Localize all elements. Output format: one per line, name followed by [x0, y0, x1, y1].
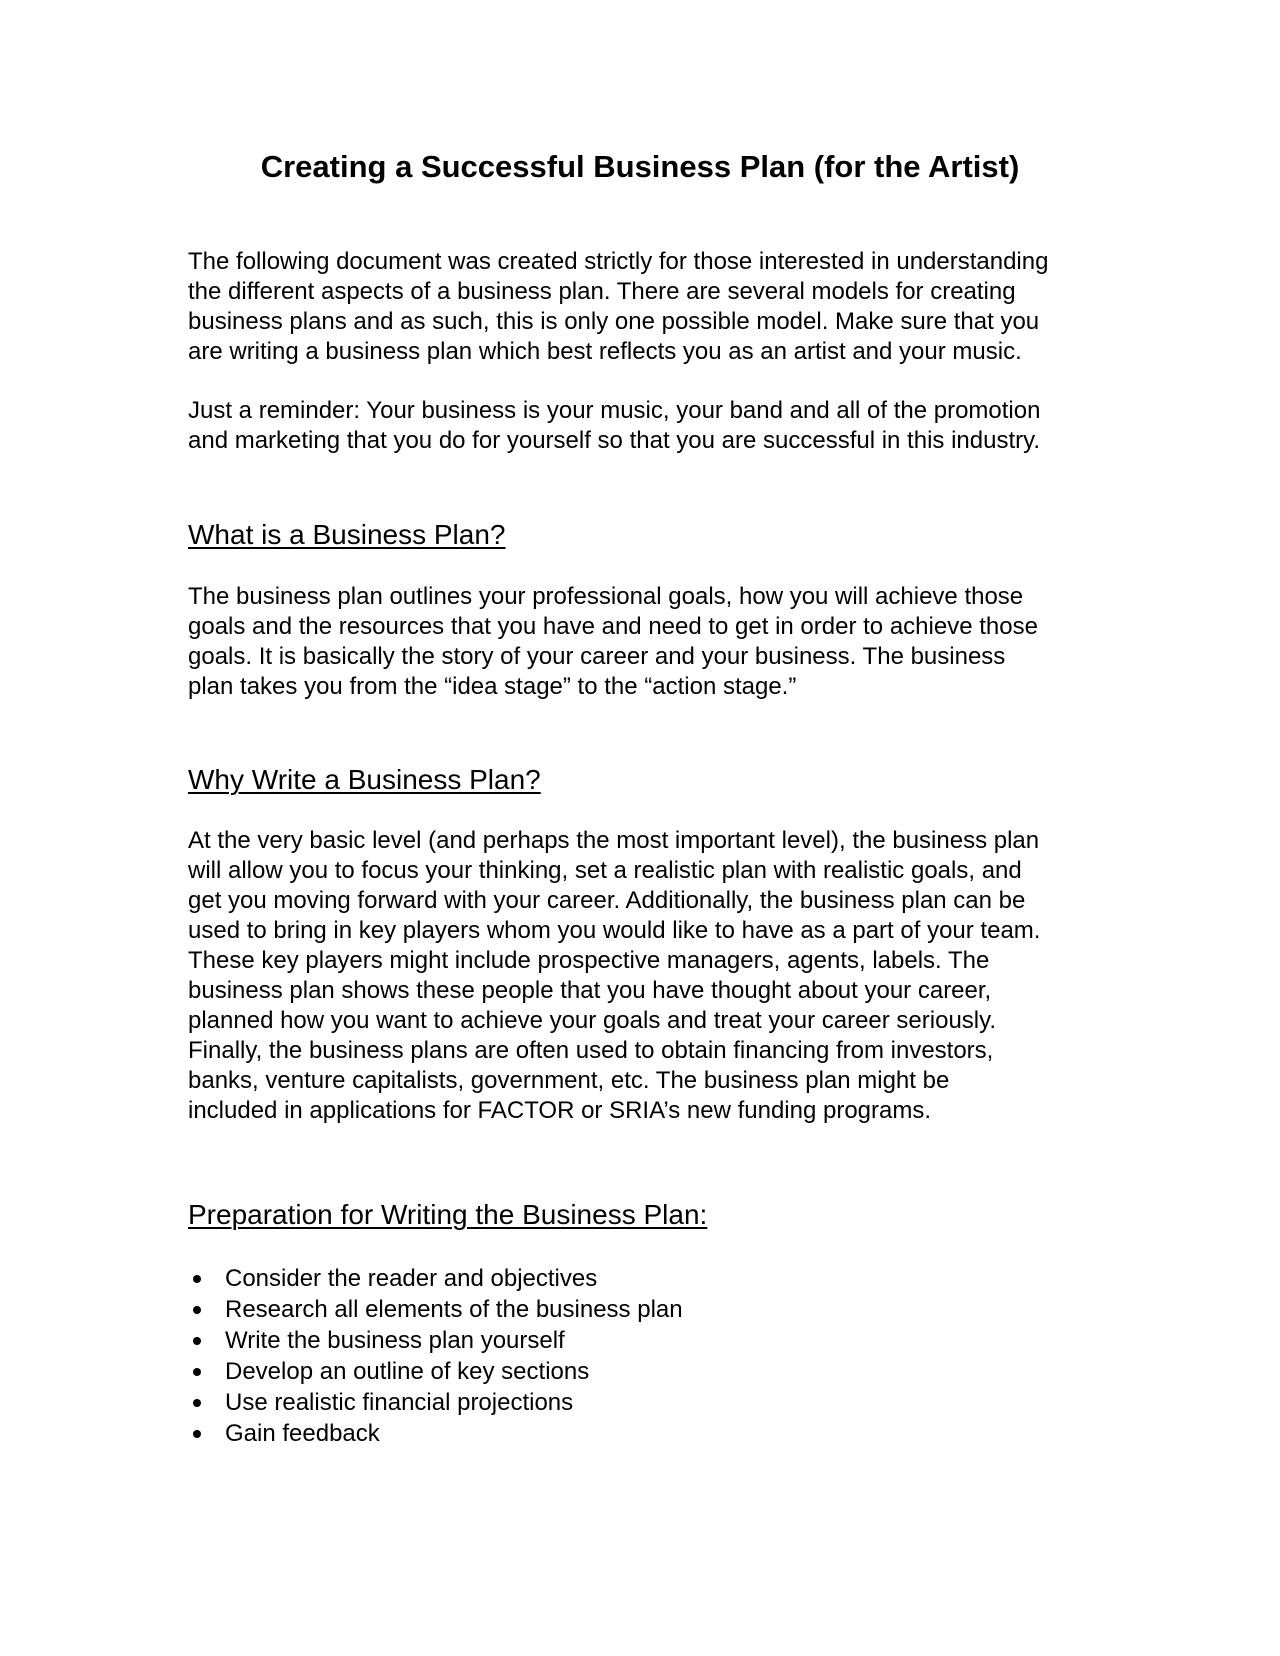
- list-item-text: Write the business plan yourself: [225, 1327, 565, 1354]
- list-item-text: Gain feedback: [225, 1420, 380, 1447]
- paragraph-line: banks, venture capitalists, government, etc. The business plan might be: [188, 1067, 950, 1094]
- reminder-line: and marketing that you do for yourself so that you are successful in this industry.: [188, 427, 1040, 454]
- bullet-dot-icon: [193, 1430, 201, 1438]
- paragraph-line: used to bring in key players whom you would like to have as a part of your team.: [188, 917, 1041, 944]
- paragraph-line: At the very basic level (and perhaps the most important level), the business plan: [188, 827, 1040, 854]
- list-item: [188, 1263, 683, 1294]
- paragraph-line: business plan shows these people that you have thought about your career,: [188, 977, 992, 1004]
- paragraph-line: Finally, the business plans are often used to obtain financing from investors,: [188, 1037, 994, 1064]
- paragraph-line: plan takes you from the “idea stage” to the “action stage.”: [188, 673, 797, 700]
- paragraph-line: These key players might include prospective managers, agents, labels. The: [188, 947, 990, 974]
- intro-line: business plans and as such, this is only one possible model. Make sure that you: [188, 308, 1040, 335]
- list-item-text: Consider the reader and objectives: [225, 1265, 598, 1292]
- list-item: [188, 1356, 683, 1387]
- intro-line: The following document was created strictly for those interested in understanding: [188, 248, 1049, 275]
- reminder-paragraph: [188, 396, 1108, 456]
- paragraph-line: The business plan outlines your professional goals, how you will achieve those: [188, 583, 1024, 610]
- intro-line: the different aspects of a business plan. There are several models for creating: [188, 278, 1016, 305]
- paragraph-line: goals. It is basically the story of your career and your business. The business: [188, 643, 1006, 670]
- paragraph-line: get you moving forward with your career. Additionally, the business plan can be: [188, 887, 1026, 914]
- list-item: [188, 1294, 683, 1325]
- bullet-dot-icon: [193, 1337, 201, 1345]
- bullet-dot-icon: [193, 1275, 201, 1283]
- list-item: [188, 1418, 683, 1449]
- paragraph-line: goals and the resources that you have and need to get in order to achieve those: [188, 613, 1038, 640]
- paragraph-line: included in applications for FACTOR or SRIA’s new funding programs.: [188, 1097, 932, 1124]
- document-title: Creating a Successful Business Plan (for the Artist): [260, 149, 1020, 184]
- intro-paragraph: [188, 247, 1108, 367]
- bullet-dot-icon: [193, 1368, 201, 1376]
- bullet-dot-icon: [193, 1306, 201, 1314]
- preparation-list: [188, 1263, 683, 1449]
- section-heading-what-is: What is a Business Plan?: [188, 519, 506, 550]
- list-item-text: Research all elements of the business plan: [225, 1296, 683, 1323]
- list-item-text: Use realistic financial projections: [225, 1389, 574, 1416]
- list-item-text: Develop an outline of key sections: [225, 1358, 590, 1385]
- list-item: [188, 1325, 683, 1356]
- intro-line: are writing a business plan which best reflects you as an artist and your music.: [188, 338, 1022, 365]
- reminder-line: Just a reminder: Your business is your music, your band and all of the promotion: [188, 397, 1041, 424]
- why-write-paragraph: [188, 826, 1108, 1126]
- section-heading-why-write: Why Write a Business Plan?: [188, 764, 541, 795]
- list-item: [188, 1387, 683, 1418]
- paragraph-line: planned how you want to achieve your goals and treat your career seriously.: [188, 1007, 997, 1034]
- bullet-dot-icon: [193, 1399, 201, 1407]
- section-heading-preparation: Preparation for Writing the Business Plan:: [188, 1199, 708, 1230]
- paragraph-line: will allow you to focus your thinking, set a realistic plan with realistic goals, and: [188, 857, 1022, 884]
- what-is-paragraph: [188, 582, 1108, 702]
